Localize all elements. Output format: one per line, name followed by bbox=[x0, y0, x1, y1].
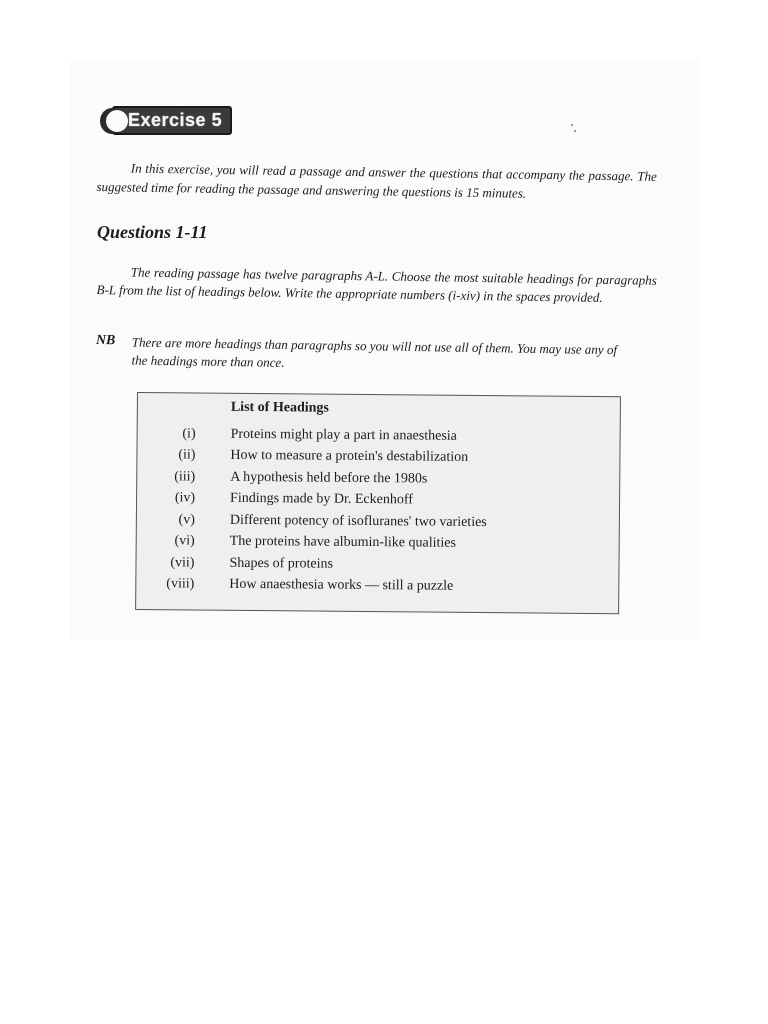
exercise-label: Exercise 5 bbox=[112, 106, 232, 135]
heading-number: (iii) bbox=[174, 469, 196, 485]
crescent-icon bbox=[100, 108, 124, 134]
heading-text: Findings made by Dr. Eckenhoff bbox=[230, 491, 414, 508]
heading-text: Different potency of isofluranes' two varieties bbox=[229, 512, 487, 530]
intro-paragraph: In this exercise, you will read a passage and answer the questions that accompany the passage. The suggested time for reading the passage and answering the questions is 15 minutes. bbox=[96, 160, 657, 201]
heading-text: How to measure a protein's destabilization bbox=[230, 448, 469, 466]
heading-number: (vii) bbox=[170, 555, 195, 571]
exercise-badge bbox=[100, 106, 232, 135]
heading-text: A hypothesis held before the 1980s bbox=[230, 469, 428, 487]
headings-box-title: List of Headings bbox=[230, 399, 329, 416]
heading-number: (ii) bbox=[178, 447, 196, 463]
instructions-paragraph: The reading passage has twelve paragraphs A-L. Choose the most suitable headings for paragraphs B-L from the list of headings below. Write the appropriate numbers (i-xiv) in the spaces provided. bbox=[96, 264, 657, 305]
heading-number: (viii) bbox=[166, 576, 195, 592]
heading-number: (i) bbox=[182, 426, 196, 442]
heading-text: The proteins have albumin-like qualities bbox=[229, 534, 457, 552]
heading-text: How anaesthesia works — still a puzzle bbox=[229, 577, 454, 595]
nb-text: There are more headings than paragraphs so you will not use all of them. You may use any of the headings more than once. bbox=[131, 334, 618, 370]
heading-item bbox=[136, 574, 618, 600]
questions-heading: Questions 1-11 bbox=[97, 222, 208, 242]
heading-number: (iv) bbox=[174, 490, 196, 506]
heading-number: (v) bbox=[178, 512, 195, 528]
nb-label: NB bbox=[95, 333, 116, 349]
heading-number: (vi) bbox=[174, 533, 195, 549]
headings-list bbox=[136, 423, 619, 599]
heading-text: Shapes of proteins bbox=[229, 555, 334, 572]
page-mark: ’, bbox=[570, 122, 577, 134]
list-of-headings-box bbox=[135, 392, 621, 614]
heading-text: Proteins might play a part in anaesthesia bbox=[230, 426, 457, 444]
